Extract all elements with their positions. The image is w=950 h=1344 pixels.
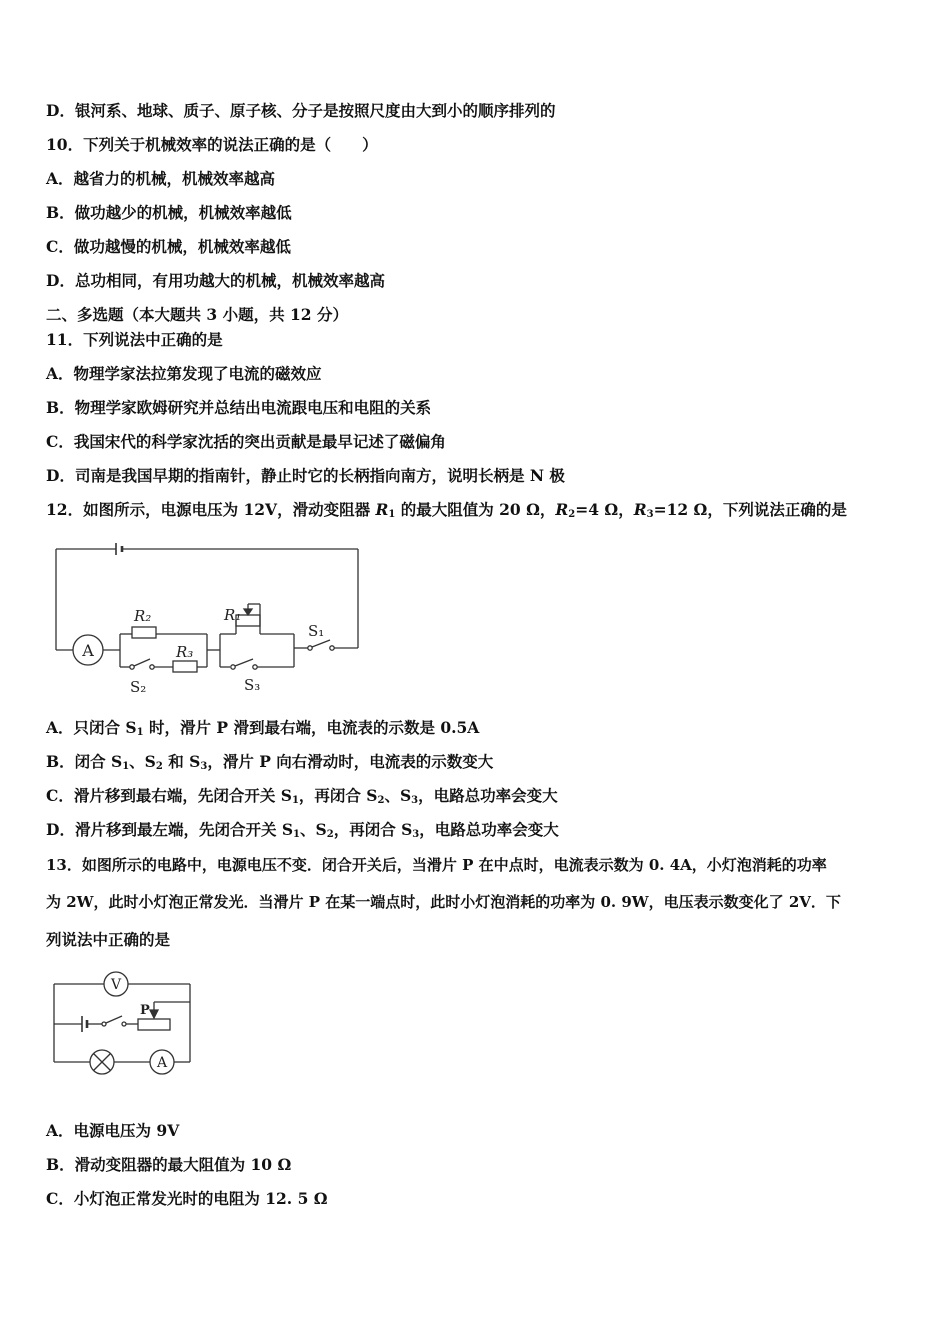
q11-option-c: C．我国宋代的科学家沈括的突出贡献是最早记述了磁偏角 [46,432,446,451]
s2-label: S₂ [130,678,147,696]
q11-option-a: A．物理学家法拉第发现了电流的磁效应 [46,364,322,383]
q12-option-c: C．滑片移到最右端，先闭合开关 $S_1$，再闭合 $S_2$、$S_3$，电路总功率会变大 [46,786,558,806]
q10-option-a: A．越省力的机械，机械效率越高 [46,169,276,188]
r1-label: R₁ [224,606,242,624]
q13-stem-line2: 为 2W，此时小灯泡正常发光．当滑片 P 在某一端点时，此时小灯泡消耗的功率为 0. 9W，电压表示数变化了 2V．下 [46,893,841,911]
q9-option-d: D．银河系、地球、质子、原子核、分子是按照尺度由大到小的顺序排列的 [46,101,556,120]
q13-stem-line3: 列说法中正确的是 [46,930,171,949]
r2-label: R₂ [134,607,152,625]
q12-option-a: A．只闭合 $S_1$ 时，滑片 P 滑到最右端，电流表的示数是 0.5A [46,718,480,738]
q12-circuit-diagram [50,540,370,700]
q10-option-c: C．做功越慢的机械，机械效率越低 [46,237,291,256]
q13-option-b: B．滑动变阻器的最大阻值为 10 Ω [46,1155,292,1174]
q12-stem: 12．如图所示，电源电压为 12V，滑动变阻器 $R_1$ 的最大阻值为 20 Ω，$R_2=4$ Ω，$R_3=12$ Ω，下列说法正确的是 [46,500,847,520]
voltmeter-label: V [110,977,122,993]
q13-circuit-diagram [46,968,206,1080]
s3-label: S₃ [244,676,261,694]
q12-option-d: D．滑片移到最左端，先闭合开关 $S_1$、$S_2$，再闭合 $S_3$，电路总功率会变大 [46,820,559,840]
r3-label: R₃ [176,643,194,661]
q12-option-b: B．闭合 $S_1$、$S_2$ 和 $S_3$，滑片 P 向右滑动时，电流表的示数变大 [46,752,494,772]
q11-option-d: D．司南是我国早期的指南针，静止时它的长柄指向南方，说明长柄是 N 极 [46,466,565,485]
q13-option-a: A．电源电压为 9V [46,1121,180,1140]
slider-p-label: P [140,1003,150,1018]
q11-option-b: B．物理学家欧姆研究并总结出电流跟电压和电阻的关系 [46,398,432,417]
q11-stem: 11．下列说法中正确的是 [46,330,223,349]
q10-option-b: B．做功越少的机械，机械效率越低 [46,203,292,222]
q10-stem: 10．下列关于机械效率的说法正确的是（ ） [46,135,378,154]
ammeter-label: A [82,641,94,660]
s1-label: S₁ [308,622,325,640]
q13-option-c: C．小灯泡正常发光时的电阻为 12. 5 Ω [46,1189,328,1208]
q10-option-d: D．总功相同，有用功越大的机械，机械效率越高 [46,271,385,290]
q13-stem-line1: 13．如图所示的电路中，电源电压不变．闭合开关后，当滑片 P 在中点时，电流表示数为 0. 4A，小灯泡消耗的功率 [46,856,827,874]
ammeter-label: A [156,1055,168,1071]
section-heading: 二、多选题（本大题共 3 小题，共 12 分） [46,305,348,324]
